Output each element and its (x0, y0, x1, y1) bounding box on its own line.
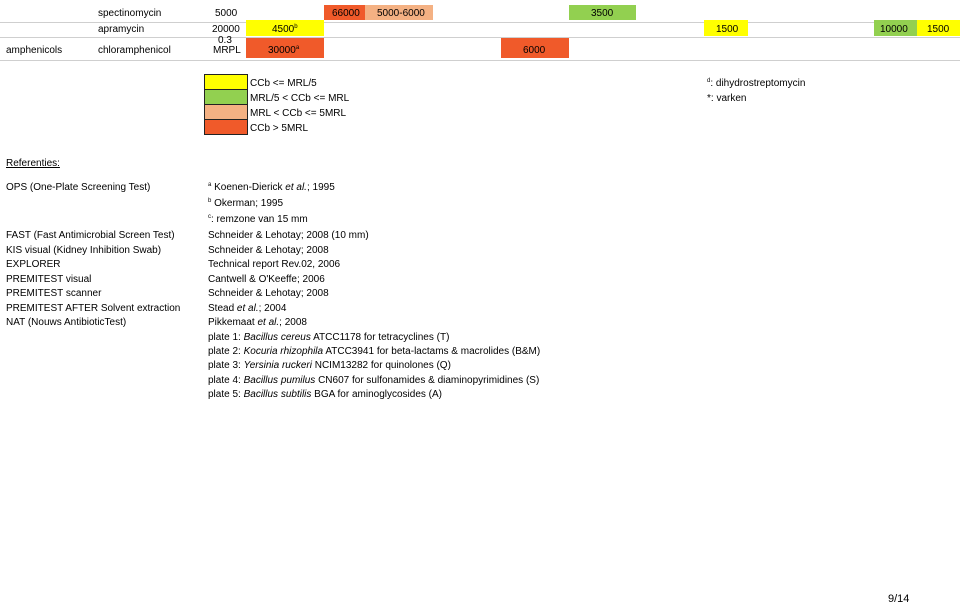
reference-text: Schneider & Lehotay; 2008 (208, 245, 329, 256)
drug-name: apramycin (98, 24, 145, 35)
reference-text: Technical report Rev.02, 2006 (208, 259, 341, 270)
value-cell-green (569, 5, 636, 20)
reference-text: Schneider & Lehotay; 2008 (208, 288, 329, 299)
legend-label: CCb > 5MRL (250, 123, 309, 134)
footnote: *: varken (707, 93, 747, 104)
value-cell-salmon (365, 5, 433, 20)
legend-swatch (204, 119, 248, 135)
plate-item: plate 1: Bacillus cereus ATCC1178 for tetracyclines (T) (208, 332, 450, 343)
value-text: 5000-6000 (377, 8, 425, 19)
plate-item: plate 2: Kocuria rhizophila ATCC3941 for beta-lactams & macrolides (B&M) (208, 346, 541, 357)
drug-name: chloramphenicol (98, 45, 171, 56)
value-text: 66000 (332, 8, 360, 19)
reference-text: Pikkemaat et al.; 2008 (208, 317, 307, 328)
legend-swatch (204, 74, 248, 89)
legend-swatch (204, 89, 248, 104)
footnote: $^d$: dihydrostreptomycin (707, 78, 806, 89)
reference-text: $^a$ Koenen-Dierick et al.; 1995 (208, 182, 335, 193)
mrl-value-top: 0.3 (218, 35, 232, 46)
value-text: 1500 (927, 24, 950, 35)
value-text: 10000 (880, 24, 908, 35)
method-name: KIS visual (Kidney Inhibition Swab) (6, 245, 162, 256)
value-cell-yellow (917, 20, 960, 36)
value-text: 4500$^b$ (272, 24, 298, 35)
row-divider (0, 22, 960, 23)
method-name: EXPLORER (6, 259, 61, 270)
legend-label: CCb <= MRL/5 (250, 78, 317, 89)
reference-text: Schneider & Lehotay; 2008 (10 mm) (208, 230, 369, 241)
value-text: 30000$^a$ (268, 45, 300, 56)
plate-item: plate 5: Bacillus subtilis BGA for aminoglycosides (A) (208, 389, 443, 400)
reference-text: Cantwell & O'Keeffe; 2006 (208, 274, 325, 285)
plate-item: plate 3: Yersinia ruckeri NCIM13282 for quinolones (Q) (208, 360, 451, 371)
legend-label: MRL < CCb <= 5MRL (250, 108, 347, 119)
value-cell-green (874, 20, 917, 36)
method-name: PREMITEST AFTER Solvent extraction (6, 303, 181, 314)
value-cell-yellow (246, 20, 324, 36)
references-heading: Referenties: (6, 158, 60, 169)
method-name: PREMITEST scanner (6, 288, 102, 299)
method-name: NAT (Nouws AntibioticTest) (6, 317, 127, 328)
reference-text: $^b$ Okerman; 1995 (208, 198, 284, 209)
value-text: 1500 (716, 24, 739, 35)
method-name: OPS (One-Plate Screening Test) (6, 182, 151, 193)
legend-label: MRL/5 < CCb <= MRL (250, 93, 350, 104)
method-name: FAST (Fast Antimicrobial Screen Test) (6, 230, 175, 241)
method-name: PREMITEST visual (6, 274, 92, 285)
value-cell-orange (501, 38, 569, 58)
value-text: 3500 (591, 8, 614, 19)
drug-group: amphenicols (6, 45, 63, 56)
page-number: 9/14 (888, 593, 910, 605)
row-divider (0, 60, 960, 61)
value-cell-yellow (704, 20, 748, 36)
plate-item: plate 4: Bacillus pumilus CN607 for sulfonamides & diaminopyrimidines (S) (208, 375, 540, 386)
value-cell-orange (324, 5, 365, 20)
mrl-value: 5000 (215, 8, 238, 19)
legend-swatch (204, 104, 248, 119)
value-text: 6000 (523, 45, 546, 56)
mrl-value: 20000 (212, 24, 240, 35)
reference-text: $^c$: remzone van 15 mm (208, 214, 308, 225)
row-divider (0, 37, 960, 38)
reference-text: Stead et al.; 2004 (208, 303, 287, 314)
mrl-value: MRPL (213, 45, 241, 56)
value-cell-orange (246, 38, 324, 58)
drug-name: spectinomycin (98, 8, 162, 19)
